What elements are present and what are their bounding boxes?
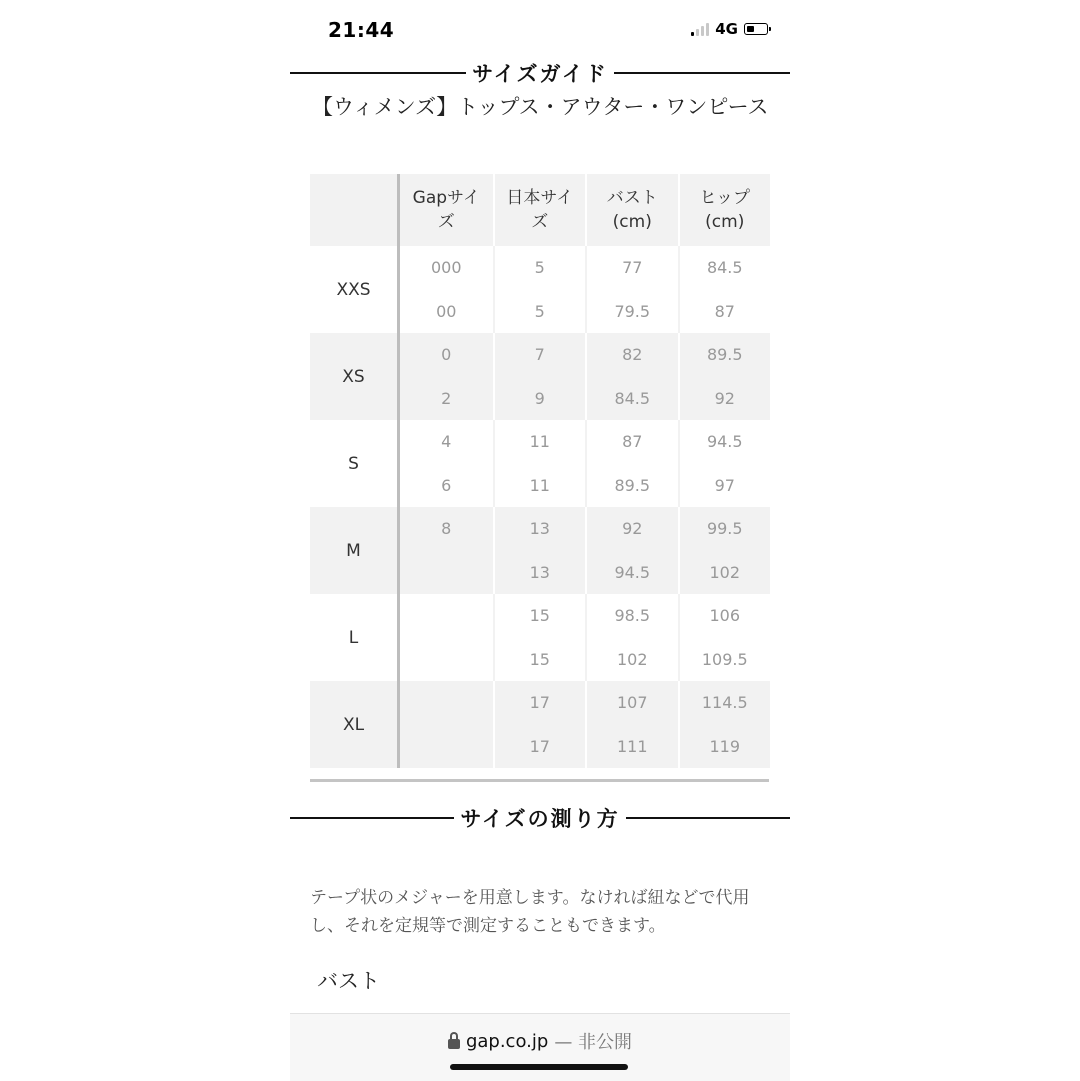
battery-icon [744, 23, 768, 35]
cell-jp: 17 [493, 681, 586, 725]
size-label: L [310, 594, 400, 681]
measure-title: サイズの測り方 [460, 807, 620, 831]
cell-hip: 89.5 [678, 333, 771, 377]
cell-bust: 92 [585, 507, 678, 551]
cell-jp: 15 [493, 594, 586, 638]
table-bottom-border [310, 779, 769, 782]
phone-screen [290, 0, 790, 1080]
private-label: — 非公開 [554, 1032, 633, 1053]
status-indicators [691, 20, 768, 38]
cell-jp: 5 [493, 290, 586, 334]
table-row [310, 681, 770, 725]
header-hip: ヒップ (cm) [678, 174, 771, 246]
cell-hip: 106 [678, 594, 771, 638]
cell-bust: 111 [585, 725, 678, 769]
cell-jp: 7 [493, 333, 586, 377]
cell-jp: 11 [493, 420, 586, 464]
cell-bust: 84.5 [585, 377, 678, 421]
cell-gap [400, 638, 493, 682]
cell-gap: 00 [400, 290, 493, 334]
header-size [310, 174, 400, 246]
cell-gap: 2 [400, 377, 493, 421]
table-row [310, 507, 770, 551]
address-bar[interactable] [290, 1028, 790, 1054]
cell-jp: 17 [493, 725, 586, 769]
cell-hip: 84.5 [678, 246, 771, 290]
cell-bust: 102 [585, 638, 678, 682]
cell-gap: 0 [400, 333, 493, 377]
cell-bust: 77 [585, 246, 678, 290]
cell-gap: 6 [400, 464, 493, 508]
cell-jp: 15 [493, 638, 586, 682]
signal-icon [691, 22, 709, 36]
table-row [310, 594, 770, 638]
cell-gap [400, 594, 493, 638]
size-table-header [310, 174, 770, 246]
table-row [310, 333, 770, 377]
cell-jp: 13 [493, 507, 586, 551]
cell-hip: 102 [678, 551, 771, 595]
status-time: 21:44 [328, 18, 395, 42]
size-label: M [310, 507, 400, 594]
cell-jp: 13 [493, 551, 586, 595]
lock-icon [448, 1039, 460, 1049]
cell-hip: 119 [678, 725, 771, 769]
size-label: XXS [310, 246, 400, 333]
cell-gap: 8 [400, 507, 493, 551]
cell-gap [400, 551, 493, 595]
product-category-title: 【ウィメンズ】トップス・アウター・ワンピース [312, 95, 769, 119]
cell-bust: 79.5 [585, 290, 678, 334]
header-bust: バスト (cm) [585, 174, 678, 246]
size-label: S [310, 420, 400, 507]
cell-hip: 109.5 [678, 638, 771, 682]
table-row [310, 420, 770, 464]
size-table [310, 174, 770, 768]
network-label: 4G [715, 20, 738, 38]
cell-gap [400, 681, 493, 725]
cell-gap: 000 [400, 246, 493, 290]
size-label: XL [310, 681, 400, 768]
cell-jp: 11 [493, 464, 586, 508]
home-indicator[interactable] [450, 1064, 628, 1070]
measure-heading [290, 803, 790, 833]
header-gap-size: Gapサイズ [412, 188, 480, 232]
cell-gap [400, 725, 493, 769]
cell-bust: 107 [585, 681, 678, 725]
size-guide-title: サイズガイド [472, 62, 608, 86]
bust-heading: バスト [317, 969, 380, 993]
cell-bust: 98.5 [585, 594, 678, 638]
browser-bottom-bar [290, 1013, 790, 1081]
cell-hip: 92 [678, 377, 771, 421]
cell-jp: 9 [493, 377, 586, 421]
cell-hip: 114.5 [678, 681, 771, 725]
cell-bust: 82 [585, 333, 678, 377]
cell-hip: 99.5 [678, 507, 771, 551]
header-jp-size: 日本サイズ [493, 174, 586, 246]
cell-bust: 87 [585, 420, 678, 464]
cell-hip: 97 [678, 464, 771, 508]
cell-hip: 94.5 [678, 420, 771, 464]
cell-bust: 89.5 [585, 464, 678, 508]
cell-bust: 94.5 [585, 551, 678, 595]
cell-hip: 87 [678, 290, 771, 334]
table-row [310, 246, 770, 290]
size-label: XS [310, 333, 400, 420]
cell-gap: 4 [400, 420, 493, 464]
cell-jp: 5 [493, 246, 586, 290]
url-text[interactable]: gap.co.jp [465, 1030, 549, 1052]
measure-description: テープ状のメジャーを用意します。なければ紐などで代用し、それを定規等で測定することもできます。 [310, 888, 750, 936]
size-guide-heading [290, 58, 790, 88]
